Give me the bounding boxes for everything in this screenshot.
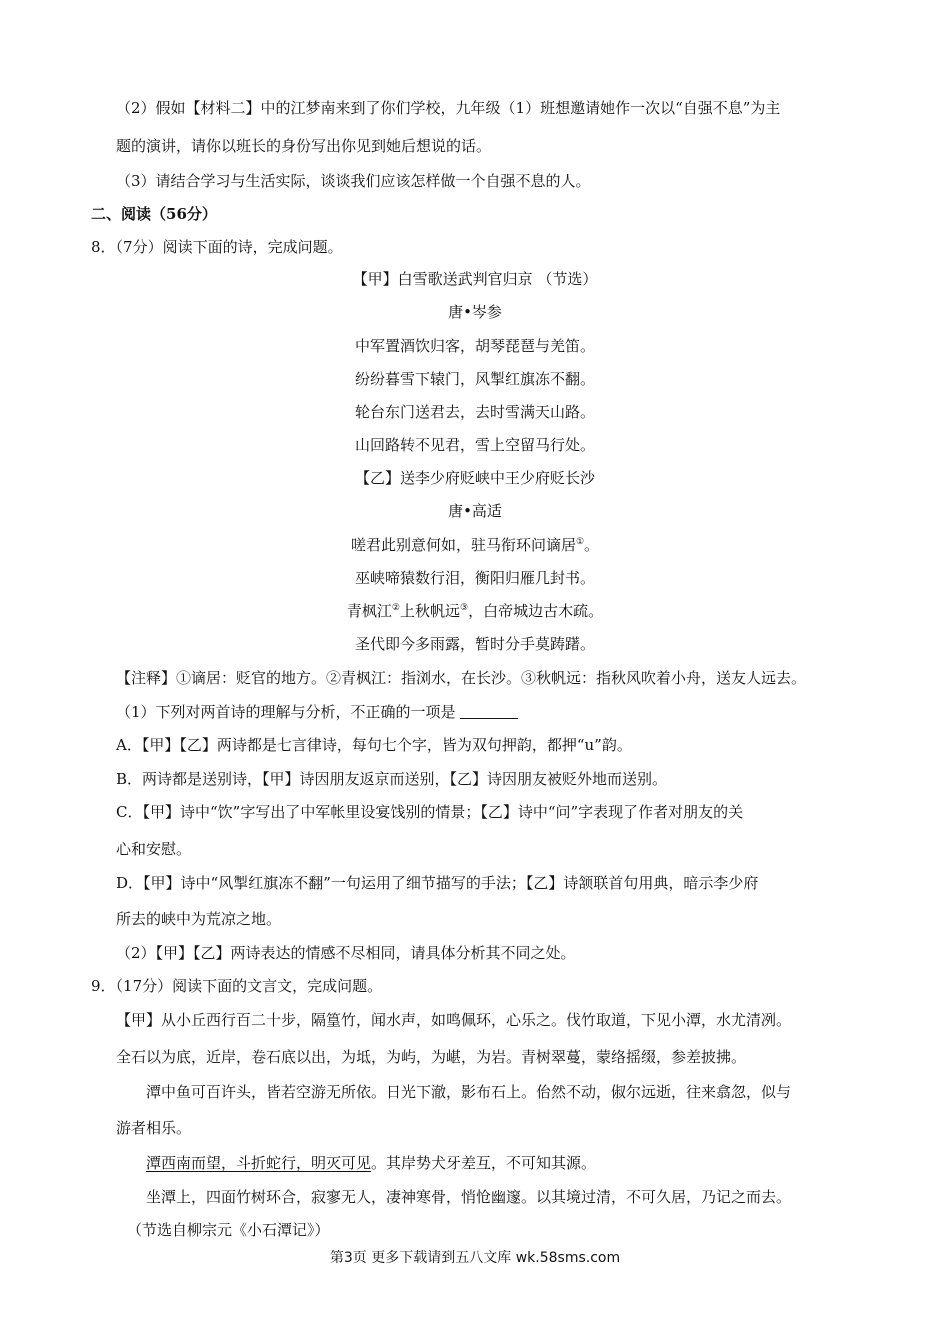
poem-jia-line: 山回路转不见君，雪上空留马行处。 <box>354 436 595 454</box>
poem-jia-author: 唐•岑参 <box>448 303 502 321</box>
page-footer: 第3页 更多下载请到五八文库 wk.58sms.com <box>329 1250 621 1266</box>
poem-jia-line: 纷纷暮雪下辕门，风掣红旗冻不翻。 <box>354 370 595 388</box>
poem-yi-line: 青枫江②上秋帆远③，白帝城边古木疏。 <box>346 602 604 620</box>
option-d-line1: D．【甲】诗中“风掣红旗冻不翻”一句运用了细节描写的手法；【乙】诗颔联首句用典，暗示李少府 <box>116 874 759 892</box>
footnote-mark: ② <box>391 603 400 613</box>
poem-jia-line: 中军置酒饮归客，胡琴琵琶与羌笛。 <box>354 337 595 355</box>
footnote-mark: ① <box>575 537 585 547</box>
passage-p1-line1: 【甲】从小丘西行百二十步，隔篁竹，闻水声，如鸣佩环，心乐之。伐竹取道，下见小潭，水尤清冽。 <box>116 1011 792 1029</box>
q7-sub2-line1: （2）假如【材料二】中的江梦南来到了你们学校，九年级（1）班想邀请她作一次以“自强不息”为主 <box>116 99 781 117</box>
q8-stem: 8．（7分）阅读下面的诗，完成问题。 <box>91 238 343 256</box>
option-c-line2: 心和安慰。 <box>116 840 192 858</box>
option-a: A．【甲】【乙】两诗都是七言律诗，每句七个字，皆为双句押韵，都押“u”韵。 <box>116 736 632 754</box>
poem-yi-line: 圣代即今多雨露，暂时分手莫踌躇。 <box>354 635 595 653</box>
section-heading: 二、阅读（56分） <box>91 205 217 223</box>
poem-yi-author: 唐•高适 <box>448 502 502 520</box>
q8-sub1: （1）下列对两首诗的理解与分析，不正确的一项是 <box>116 701 518 723</box>
passage-p1-line2: 全石以为底，近岸，卷石底以出，为坻，为屿，为嵁，为岩。青树翠蔓，蒙络摇缀，参差披拂。 <box>116 1048 747 1066</box>
q7-sub2-line2: 题的演讲，请你以班长的身份写出你见到她后想说的话。 <box>116 137 492 155</box>
footnote-mark: ③ <box>460 603 469 613</box>
passage-source: （节选自柳宗元《小石潭记》） <box>127 1221 330 1239</box>
poem-yi-line: 嗟君此别意何如，驻马衔环问谪居①。 <box>350 536 600 554</box>
poem-jia-title: 【甲】白雪歌送武判官归京 （节选） <box>352 270 598 288</box>
poem-yi-line: 巫峡啼猿数行泪，衡阳归雁几封书。 <box>354 569 595 587</box>
poem-jia-line: 轮台东门送君去，去时雪满天山路。 <box>354 403 595 421</box>
q8-sub2: （2）【甲】【乙】两诗表达的情感不尽相同，请具体分析其不同之处。 <box>116 944 576 962</box>
passage-p4: 坐潭上，四面竹树环合，寂寥无人，凄神寒骨，悄怆幽邃。以其境过清，不可久居，乃记之而去。 <box>146 1188 792 1206</box>
passage-p2-line1: 潭中鱼可百许头，皆若空游无所依。日光下澈，影布石上。佁然不动，俶尔远逝，往来翕忽，似与 <box>146 1083 792 1101</box>
poem-yi-title: 【乙】送李少府贬峡中王少府贬长沙 <box>354 469 595 487</box>
option-d-line2: 所去的峡中为荒凉之地。 <box>116 910 282 928</box>
q9-stem: 9．（17分）阅读下面的文言文，完成问题。 <box>91 977 383 995</box>
poem-notes: 【注释】①谪居：贬官的地方。②青枫江：指浏水，在长沙。③秋帆远：指秋风吹着小舟，送友人远去。 <box>116 669 807 687</box>
option-c-line1: C．【甲】诗中“饮”字写出了中军帐里设宴饯别的情景；【乙】诗中“问”字表现了作者对朋友的关 <box>116 803 744 821</box>
passage-p2-line2: 游者相乐。 <box>116 1119 192 1137</box>
passage-p3: 潭西南而望，斗折蛇行，明灭可见。其岸势犬牙差互，不可知其源。 <box>146 1154 597 1172</box>
underlined-sentence: 潭西南而望，斗折蛇行，明灭可见 <box>146 1154 372 1172</box>
q7-sub3: （3）请结合学习与生活实际，谈谈我们应该怎样做一个自强不息的人。 <box>116 172 591 190</box>
answer-blank[interactable] <box>460 704 518 719</box>
option-b: B．两诗都是送别诗，【甲】诗因朋友返京而送别，【乙】诗因朋友被贬外地而送别。 <box>116 770 668 788</box>
